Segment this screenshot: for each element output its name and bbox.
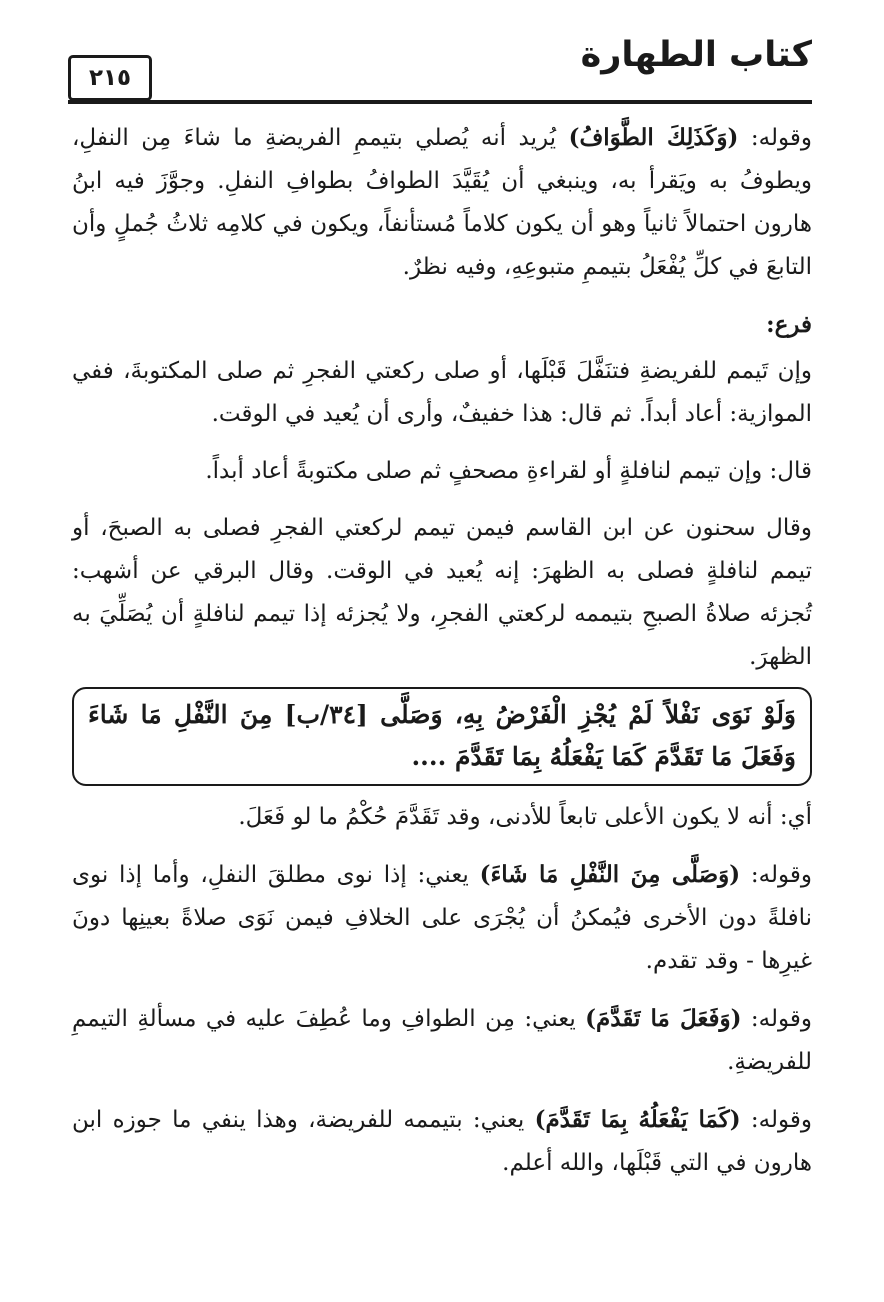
paragraph xyxy=(72,997,812,1084)
paragraph xyxy=(72,116,812,289)
paragraph: أي: أنه لا يكون الأعلى تابعاً للأدنى، وقد تَقَدَّمَ حُكْمُ ما لو فَعَلَ. xyxy=(238,804,812,830)
quoted-term: (وَصَلَّى مِنَ النَّفْلِ مَا شَاءَ) xyxy=(479,861,741,888)
paragraph-lead: وقوله: xyxy=(741,1006,812,1032)
quoted-term: (كَمَا يَفْعَلُهُ بِمَا تَقَدَّمَ) xyxy=(534,1106,741,1133)
page-number-box xyxy=(68,55,152,101)
paragraph: قال: وإن تيمم لنافلةٍ أو لقراءةِ مصحفٍ ثم صلى مكتوبةً أعاد أبداً. xyxy=(205,458,812,484)
matn-box xyxy=(72,687,812,786)
paragraph-text: يُريد أنه يُصلي بتيممِ الفريضةِ ما شاءَ مِن النفلِ، ويطوفُ به ويَقرأ به، وينبغي أن يُقَيَّدَ الطوافُ بطوافِ النفلِ. وجوَّزَ فيه ابنُ هارون احتمالاً ثانياً وهو أن يكون كلاماً مُستأنفاً، ويكون في كلامِه ثلاثُ جُملٍ وأن التابعَ في كلِّ يُفْعَلُ بتيممِ متبوعِهِ، وفيه نظرٌ. xyxy=(72,125,812,280)
paragraph-lead: وقوله: xyxy=(740,862,813,888)
paragraph xyxy=(72,853,812,983)
matn-text: وَلَوْ نَوَى نَفْلاً لَمْ يُجْزِ الْفَرْضُ بِهِ، وَصَلَّى [٣٤/ب] مِنَ النَّفْلِ مَا شَاءَ وَفَعَلَ مَا تَقَدَّمَ كَمَا يَفْعَلُهُ بِمَا تَقَدَّمَ .... xyxy=(88,700,797,771)
page-number: ٢١٥ xyxy=(88,65,132,91)
book-title: كتاب الطهارة xyxy=(580,35,812,75)
paragraph xyxy=(72,1098,812,1185)
quoted-term: (وَفَعَلَ مَا تَقَدَّمَ) xyxy=(585,1005,742,1032)
paragraph-lead: وقوله: xyxy=(740,1107,812,1133)
header-rule xyxy=(68,100,812,104)
paragraph-lead: وقوله: xyxy=(738,125,812,151)
paragraph-text: يعني: مِن الطوافِ وما عُطِفَ عليه في مسألةِ التيممِ للفريضةِ. xyxy=(72,1006,812,1075)
paragraph-text: يعني: إذا نوى مطلقَ النفلِ، وأما إذا نوى نافلةً دون الأخرى فيُمكنُ أن يُجْرَى على الخلافِ فيمن نَوَى صلاةً بعينِها دونَ غيرِها - وقد تقدم. xyxy=(72,862,812,974)
paragraph: وقال سحنون عن ابن القاسم فيمن تيمم لركعتي الفجرِ فصلى به الصبحَ، أو تيمم لنافلةٍ فصلى به الظهرَ: إنه يُعيد في الوقت. وقال البرقي عن أشهب: تُجزئه صلاةُ الصبحِ بتيممه لركعتي الفجرِ، ولا يُجزئه إذا تيمم لنافلةٍ أن يُصَلِّيَ به الظهرَ. xyxy=(72,515,812,670)
paragraph-text: يعني: بتيممه للفريضة، وهذا ينفي ما جوزه ابن هارون في التي قَبْلَها، والله أعلم. xyxy=(72,1107,812,1176)
paragraph: وإن تَيمم للفريضةِ فتنَفَّلَ قَبْلَها، أو صلى ركعتي الفجرِ ثم صلى المكتوبةَ، ففي الموازية: أعاد أبداً. ثم قال: هذا خفيفٌ، وأرى أن يُعيد في الوقت. xyxy=(72,358,812,427)
quoted-term: (وَكَذَلِكَ الطَّوَافُ) xyxy=(568,124,739,151)
section-label: فرع: xyxy=(766,311,812,338)
page-body xyxy=(72,116,812,1185)
